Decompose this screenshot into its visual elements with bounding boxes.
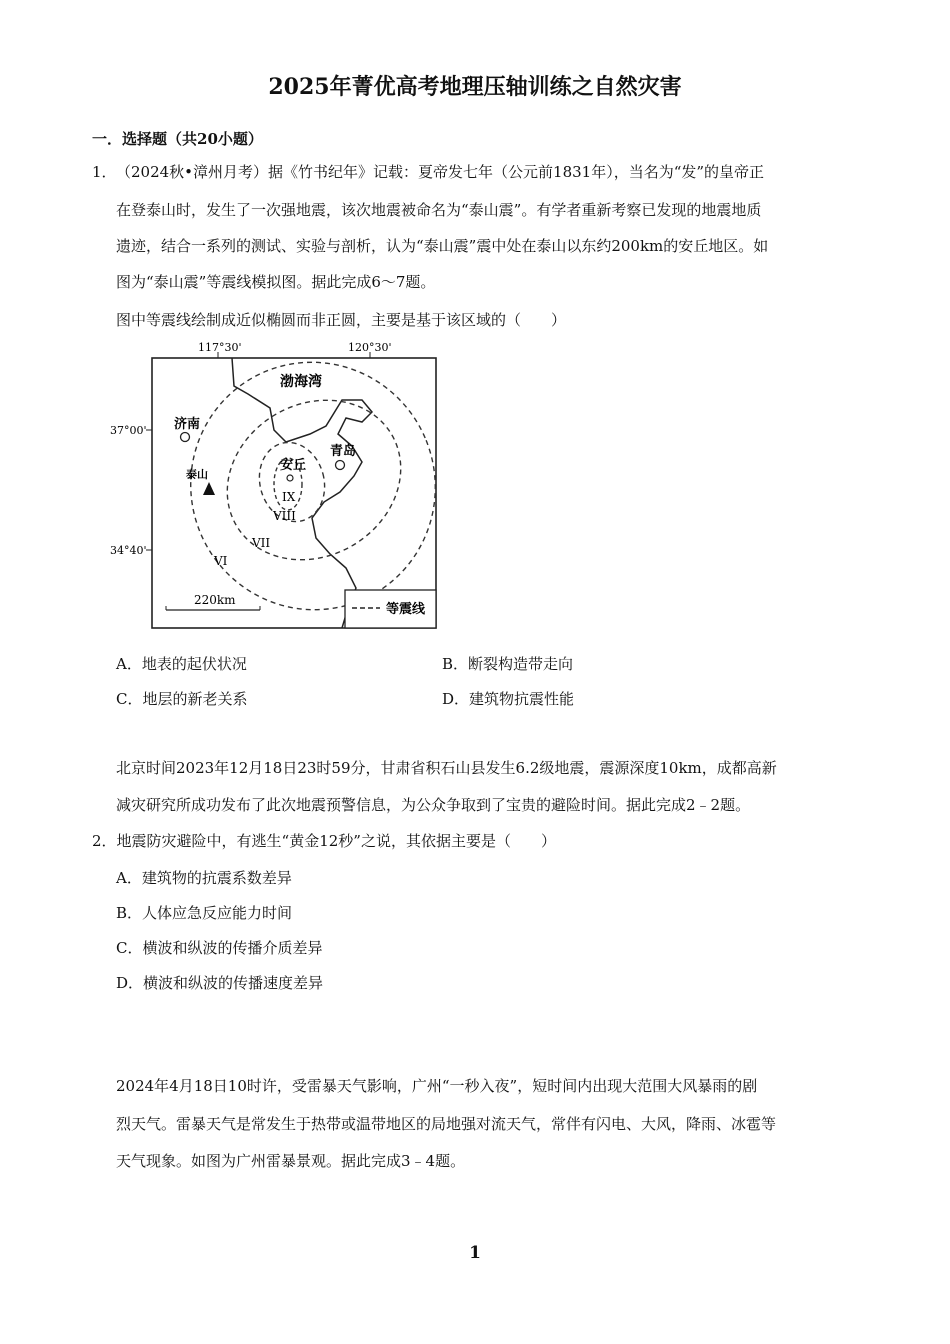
document-title: 2025年菁优高考地理压轴训练之自然灾害 (268, 74, 682, 100)
passage-line: 减灾研究所成功发布了此次地震预警信息，为公众争取到了宝贵的避险时间。据此完成2﹣2题。 (116, 796, 751, 814)
scale-label: 220km (194, 593, 236, 607)
city-label-qingdao: 青岛 (330, 444, 357, 459)
passage-line: 烈天气。雷暴天气是常发生于热带或温带地区的局地强对流天气，常伴有闪电、大风，降雨、冰雹等 (116, 1115, 777, 1133)
mountain-label: 泰山 (186, 468, 208, 481)
lon-label: 120°30' (348, 341, 392, 354)
passage-line: 北京时间2023年12月18日23时59分，甘肃省积石山县发生6.2级地震，震源深度10km，成都高新 (116, 759, 777, 777)
city-label-jinan: 济南 (174, 417, 201, 432)
option-a[interactable]: A．建筑物的抗震系数差异 (116, 869, 292, 887)
question-text-line: 图为“泰山震”等震线模拟图。据此完成6～7题。 (116, 273, 436, 291)
option-a[interactable]: A．地表的起伏状况 (116, 655, 247, 673)
option-c[interactable]: C．横波和纵波的传播介质差异 (116, 939, 323, 957)
zone-label-ix: IX (282, 490, 296, 504)
section-heading: 一．选择题（共20小题） (92, 130, 263, 148)
city-marker-jinan (181, 433, 190, 442)
option-c[interactable]: C．地层的新老关系 (116, 690, 248, 708)
epicenter-label: 安丘 (280, 458, 307, 473)
passage-line: 2024年4月18日10时许，受雷暴天气影响，广州“一秒入夜”，短时间内出现大范围大风暴雨的剧 (116, 1077, 758, 1095)
option-b[interactable]: B．人体应急反应能力时间 (116, 904, 293, 922)
question-stem: 图中等震线绘制成近似椭圆而非正圆，主要是基于该区域的（ ） (116, 311, 567, 329)
city-marker-qingdao (336, 461, 345, 470)
zone-label-vi: VI (214, 554, 228, 568)
question-number: 1． (92, 163, 117, 181)
option-d[interactable]: D．横波和纵波的传播速度差异 (116, 974, 324, 992)
question-text-line: 遗迹，结合一系列的测试、实验与剖析，认为“泰山震”震中处在泰山以东约200km的安丘地区。如 (116, 237, 769, 255)
lon-label: 117°30' (198, 341, 242, 354)
lat-label: 34°40' (110, 544, 147, 557)
lat-label: 37°00' (110, 424, 147, 437)
passage-line: 天气现象。如图为广州雷暴景观。据此完成3﹣4题。 (116, 1152, 466, 1170)
epicenter-marker (287, 475, 293, 481)
isoseismal-map (110, 338, 450, 633)
sea-label: 渤海湾 (280, 374, 322, 390)
zone-label-vii: VII (252, 536, 271, 550)
question-stem: 2．地震防灾避险中，有逃生“黄金12秒”之说，其依据主要是（ ） (92, 832, 556, 850)
zone-label-viii: VIII (273, 509, 296, 523)
option-d[interactable]: D．建筑物抗震性能 (442, 690, 575, 708)
question-text-line: （2024秋•漳州月考）据《竹书纪年》记载：夏帝发七年（公元前1831年），当名为“发”的皇帝正 (116, 163, 765, 181)
option-b[interactable]: B．断裂构造带走向 (442, 655, 574, 673)
page-number: 1 (469, 1243, 481, 1263)
legend-label: 等震线 (386, 602, 426, 617)
question-text-line: 在登泰山时，发生了一次强地震，该次地震被命名为“泰山震”。有学者重新考察已发现的地震地质 (116, 201, 762, 219)
